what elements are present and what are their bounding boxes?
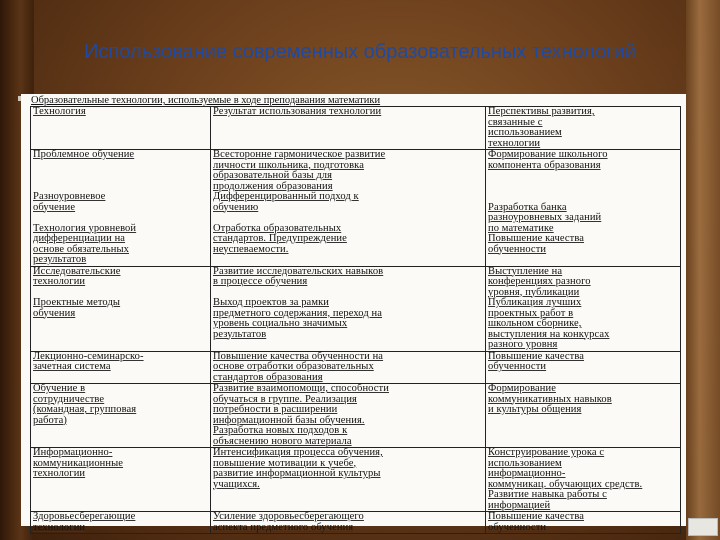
cell-line: по математике [488,222,554,234]
cell-line: обученности [488,243,547,255]
cell-line: Отработка образовательных [213,222,342,234]
technology-cell [31,351,211,384]
cell-line: Формирование [488,383,556,394]
result-cell [211,351,486,384]
cell-line: сотрудничестве [33,393,105,405]
cell-line: аспекта предметного обучения [213,521,354,533]
cell-line: Обучение в [33,383,86,394]
cell-line: Технология [33,106,86,117]
technology-cell [31,384,211,448]
cell-line: разного уровня [488,339,558,350]
prospects-cell [486,448,681,512]
cell-line: основе обязательных [33,243,130,255]
cell-line: обучение [33,201,76,213]
cell-line: обученности [488,521,547,533]
technology-cell [31,266,211,351]
cell-line: технологии [33,521,86,533]
technology-cell [31,150,211,267]
cell-line: Выход проектов за рамки [213,297,329,308]
corner-thumbnail [688,518,718,536]
scanned-table-sheet [21,94,686,533]
result-cell [211,384,486,448]
cell-line: стандартов образования [213,371,323,383]
cell-line: Публикация лучших [488,297,582,308]
cell-line: Конструирование урока с [488,447,605,458]
cell-line: развитие информационной культуры [213,468,381,479]
cell-line: коммуникационные [33,457,124,469]
header-cell [31,107,211,150]
cell-line: продолжения образования [213,180,333,192]
technology-cell [31,512,211,534]
cell-line: Информационно- [33,447,113,458]
cell-line [33,171,208,182]
cell-line: Повышение качества [488,511,585,522]
cell-line: информацией [488,499,551,511]
cell-line: дифференциации на [33,233,126,244]
cell-line: информационно- [488,468,566,479]
cell-line: технологии [33,276,86,287]
cell-line: в процессе обучения [213,276,308,287]
cell-line: обучению [213,201,259,213]
cell-line: Развитие исследовательских навыков [213,265,384,277]
cell-line: школьном сборнике, [488,318,582,329]
cell-line: Здоровьесберегающие [33,511,136,522]
slide-title: Использование современных образовательных технологий [84,41,636,63]
cell-line [488,192,678,203]
cell-line: Повышение качества [488,233,585,244]
cell-line [213,213,483,224]
cell-line: проектных работ в [488,307,574,319]
cell-line: Результат использования технологии [213,106,382,117]
cell-line: личности школьника, подготовка [213,159,364,171]
cell-line: Формирование школьного [488,149,608,160]
cell-line: основе отработки образовательных [213,361,374,372]
cell-line: разноуровневых заданий [488,212,602,223]
result-cell [211,266,486,351]
result-cell [211,448,486,512]
cell-line: Проектные методы [33,297,121,308]
result-cell [211,150,486,267]
cell-line: связанные с [488,116,543,128]
cell-line: технологии [33,468,86,479]
cell-line: предметного содержания, переход на [213,307,383,319]
cell-line: Исследовательские [33,265,121,277]
cell-line: и культуры общения [488,404,582,415]
cell-line: Выступление на [488,265,563,277]
cell-line: конференциях разного [488,276,591,287]
cell-line: информационной базы обучения. [213,414,365,426]
cell-line: обучения [33,307,76,319]
cell-line: Интенсификация процесса обучения, [213,447,383,458]
cell-line: повышение мотивации к учебе, [213,457,357,469]
cell-line: Перспективы развития, [488,106,595,117]
cell-line: обученности [488,361,547,372]
prospects-cell [486,512,681,534]
technologies-table [30,106,681,534]
cell-line: результатов [33,254,87,265]
cell-line: коммуникативных навыков [488,393,612,405]
cell-line: уровень социально значимых [213,318,348,329]
technology-cell [31,448,211,512]
prospects-cell [486,266,681,351]
cell-line: коммуникац. обучающих средств. [488,478,643,490]
right-pillar-decoration [686,0,720,540]
table-row [31,351,681,384]
cell-line: Разноуровневое [33,191,106,202]
cell-line: Проблемное обучение [33,149,135,160]
cell-line: стандартов. Предупреждение [213,233,347,244]
cell-line: технологии [488,137,541,149]
cell-line: Лекционно-семинарско- [33,350,144,362]
table-row [31,384,681,448]
cell-line: Усиление здоровьесберегающего [213,511,364,522]
cell-line: Развитие взаимопомощи, способности [213,383,389,394]
cell-line: учащихся. [213,478,260,490]
cell-line: Разработка банка [488,201,567,213]
cell-line: Повышение качества обученности на [213,350,384,362]
prospects-cell [486,351,681,384]
table-row [31,266,681,351]
cell-line [488,171,678,182]
cell-line: образовательной базы для [213,170,333,181]
table-row [31,512,681,534]
cell-line: неуспеваемости. [213,243,289,255]
header-cell [211,107,486,150]
cell-line: потребности в расширении [213,404,338,415]
table-caption: Образовательные технологии, используемые в ходе преподавания математики [31,95,381,106]
table-row [31,150,681,267]
cell-line: Разработка новых подходов к [213,425,348,436]
cell-line [488,182,678,193]
cell-line: Всесторонне гармоническое развитие [213,149,386,160]
cell-line: Дифференцированный подход к [213,191,359,202]
cell-line: объяснению нового материала [213,435,352,447]
table-header-row [31,107,681,150]
cell-line: (командная, групповая [33,404,137,415]
prospects-cell [486,150,681,267]
cell-line: компонента образования [488,159,601,171]
result-cell [211,512,486,534]
cell-line: зачетная система [33,361,111,372]
header-cell [486,107,681,150]
cell-line: обучаться в группе. Реализация [213,393,357,405]
table-row [31,448,681,512]
cell-line: использованием [488,127,562,138]
cell-line: Повышение качества [488,350,585,362]
cell-line: работа) [33,414,67,426]
cell-line: выступления на конкурсах [488,328,610,340]
cell-line: уровня, публикации [488,286,580,298]
cell-line [33,161,208,172]
cell-line: использованием [488,457,562,469]
cell-line: Технология уровневой [33,222,137,234]
prospects-cell [486,384,681,448]
cell-line: Развитие навыка работы с [488,489,607,500]
cell-line: результатов [213,328,267,340]
cell-line [33,213,208,224]
